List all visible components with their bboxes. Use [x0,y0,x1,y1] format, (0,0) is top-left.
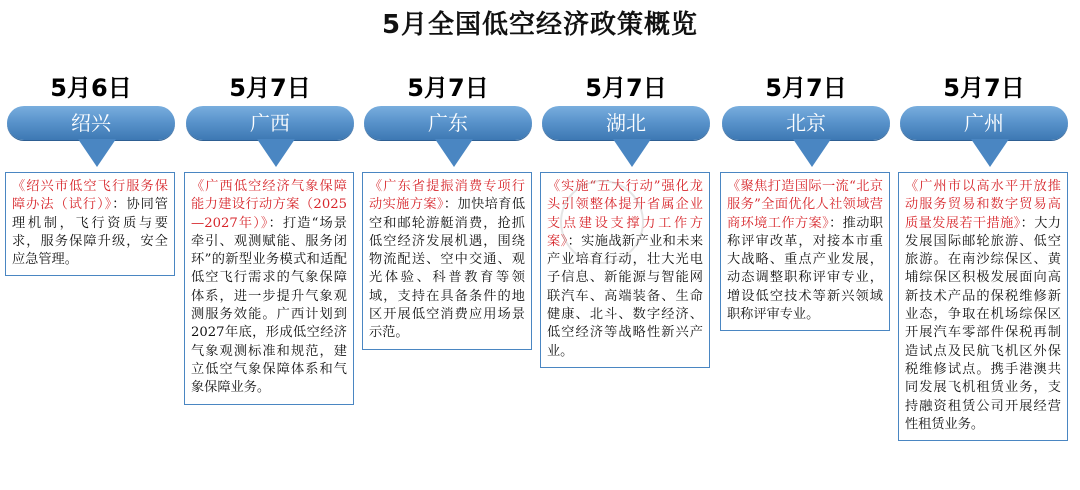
pointer-arrow-icon [78,139,116,167]
watermark-logo-icon [560,180,644,264]
policy-name: 《广东省提振消费专项行动实施方案》 [369,179,525,213]
policy-box [720,172,890,331]
policy-name: 《广西低空经济气象保障能力建设行动方案（2025—2027年）》 [191,179,347,231]
region-label: 北京 [786,111,826,135]
date-label: 5月7日 [407,74,489,102]
date-label: 5月7日 [943,74,1025,102]
date-label: 5月7日 [585,74,667,102]
region-label: 广东 [428,111,468,135]
region-label: 湖北 [606,111,646,135]
policy-description: ：推动职称评审改革，对接本市重大战略、重点产业发展，动态调整职称评审专业，增设低空技术等新兴领域职称评审专业。 [727,215,883,323]
timeline-column-beijing [720,0,892,490]
policy-box [184,172,354,405]
policy-box [898,172,1068,441]
pointer-arrow-icon [613,139,651,167]
pointer-arrow-icon [971,139,1009,167]
timeline-column-guangxi [184,0,356,490]
date-label: 5月7日 [765,74,847,102]
region-label: 绍兴 [71,111,111,135]
date-label: 5月6日 [50,74,132,102]
date-label: 5月7日 [229,74,311,102]
region-label: 广西 [250,111,290,135]
policy-description: ：实施战新产业和未来产业培育行动，壮大光电子信息、新能源与智能网联汽车、高端装备、生命健康、北斗、数字经济、低空经济等战略性新兴产业。 [547,233,704,359]
policy-name: 《绍兴市低空飞行服务保障办法（试行）》 [12,179,168,213]
region-label: 广州 [964,111,1004,135]
timeline-column-shaoxing [5,0,177,490]
pointer-arrow-icon [793,139,831,167]
page-title: 5月全国低空经济政策概览 [381,10,699,40]
timeline-column-guangzhou [898,0,1070,490]
policy-description: ：协同管理机制，飞行资质与要求，服务保障升级，安全应急管理。 [12,197,168,268]
policy-box [5,172,175,276]
pointer-arrow-icon [435,139,473,167]
timeline-column-guangdong [362,0,534,490]
pointer-arrow-icon [257,139,295,167]
policy-description: ：加快培育低空和邮轮游艇消费，抢抓低空经济发展机遇，围绕物流配送、空中交通、观光体验、科普教育等领域，支持在具备条件的地区开展低空消费应用场景示范。 [369,197,526,341]
policy-name: 《实施“五大行动”强化龙头引领整体提升省属企业支点建设支撑力工作方案》 [547,179,703,249]
policy-name: 《聚焦打造国际一流“北京服务”全面优化人社领域营商环境工作方案》 [727,179,883,231]
policy-box [362,172,532,350]
policy-description: ：打造“场景牵引、观测赋能、服务闭环”的新型业务模式和适配低空飞行需求的气象保障体系，进一步提升气象观测服务效能。广西计划到2027年底，形成低空经济气象观测标准和规范，建立低空气象保障体系和气象保障业务。 [191,215,347,396]
policy-description: ：大力发展国际邮轮旅游、低空旅游。在南沙综保区、黄埔综保区积极发展面向高新技术产品的保税维修新业态，争取在机场综保区开展汽车零部件保税再制造试点及民航飞机区外保税维修试点。携手港澳共同发展飞机租赁业务，支持融资租赁公司开展经营性租赁业务。 [905,215,1061,432]
policy-name: 《广州市以高水平开放推动服务贸易和数字贸易高质量发展若干措施》 [905,179,1061,231]
